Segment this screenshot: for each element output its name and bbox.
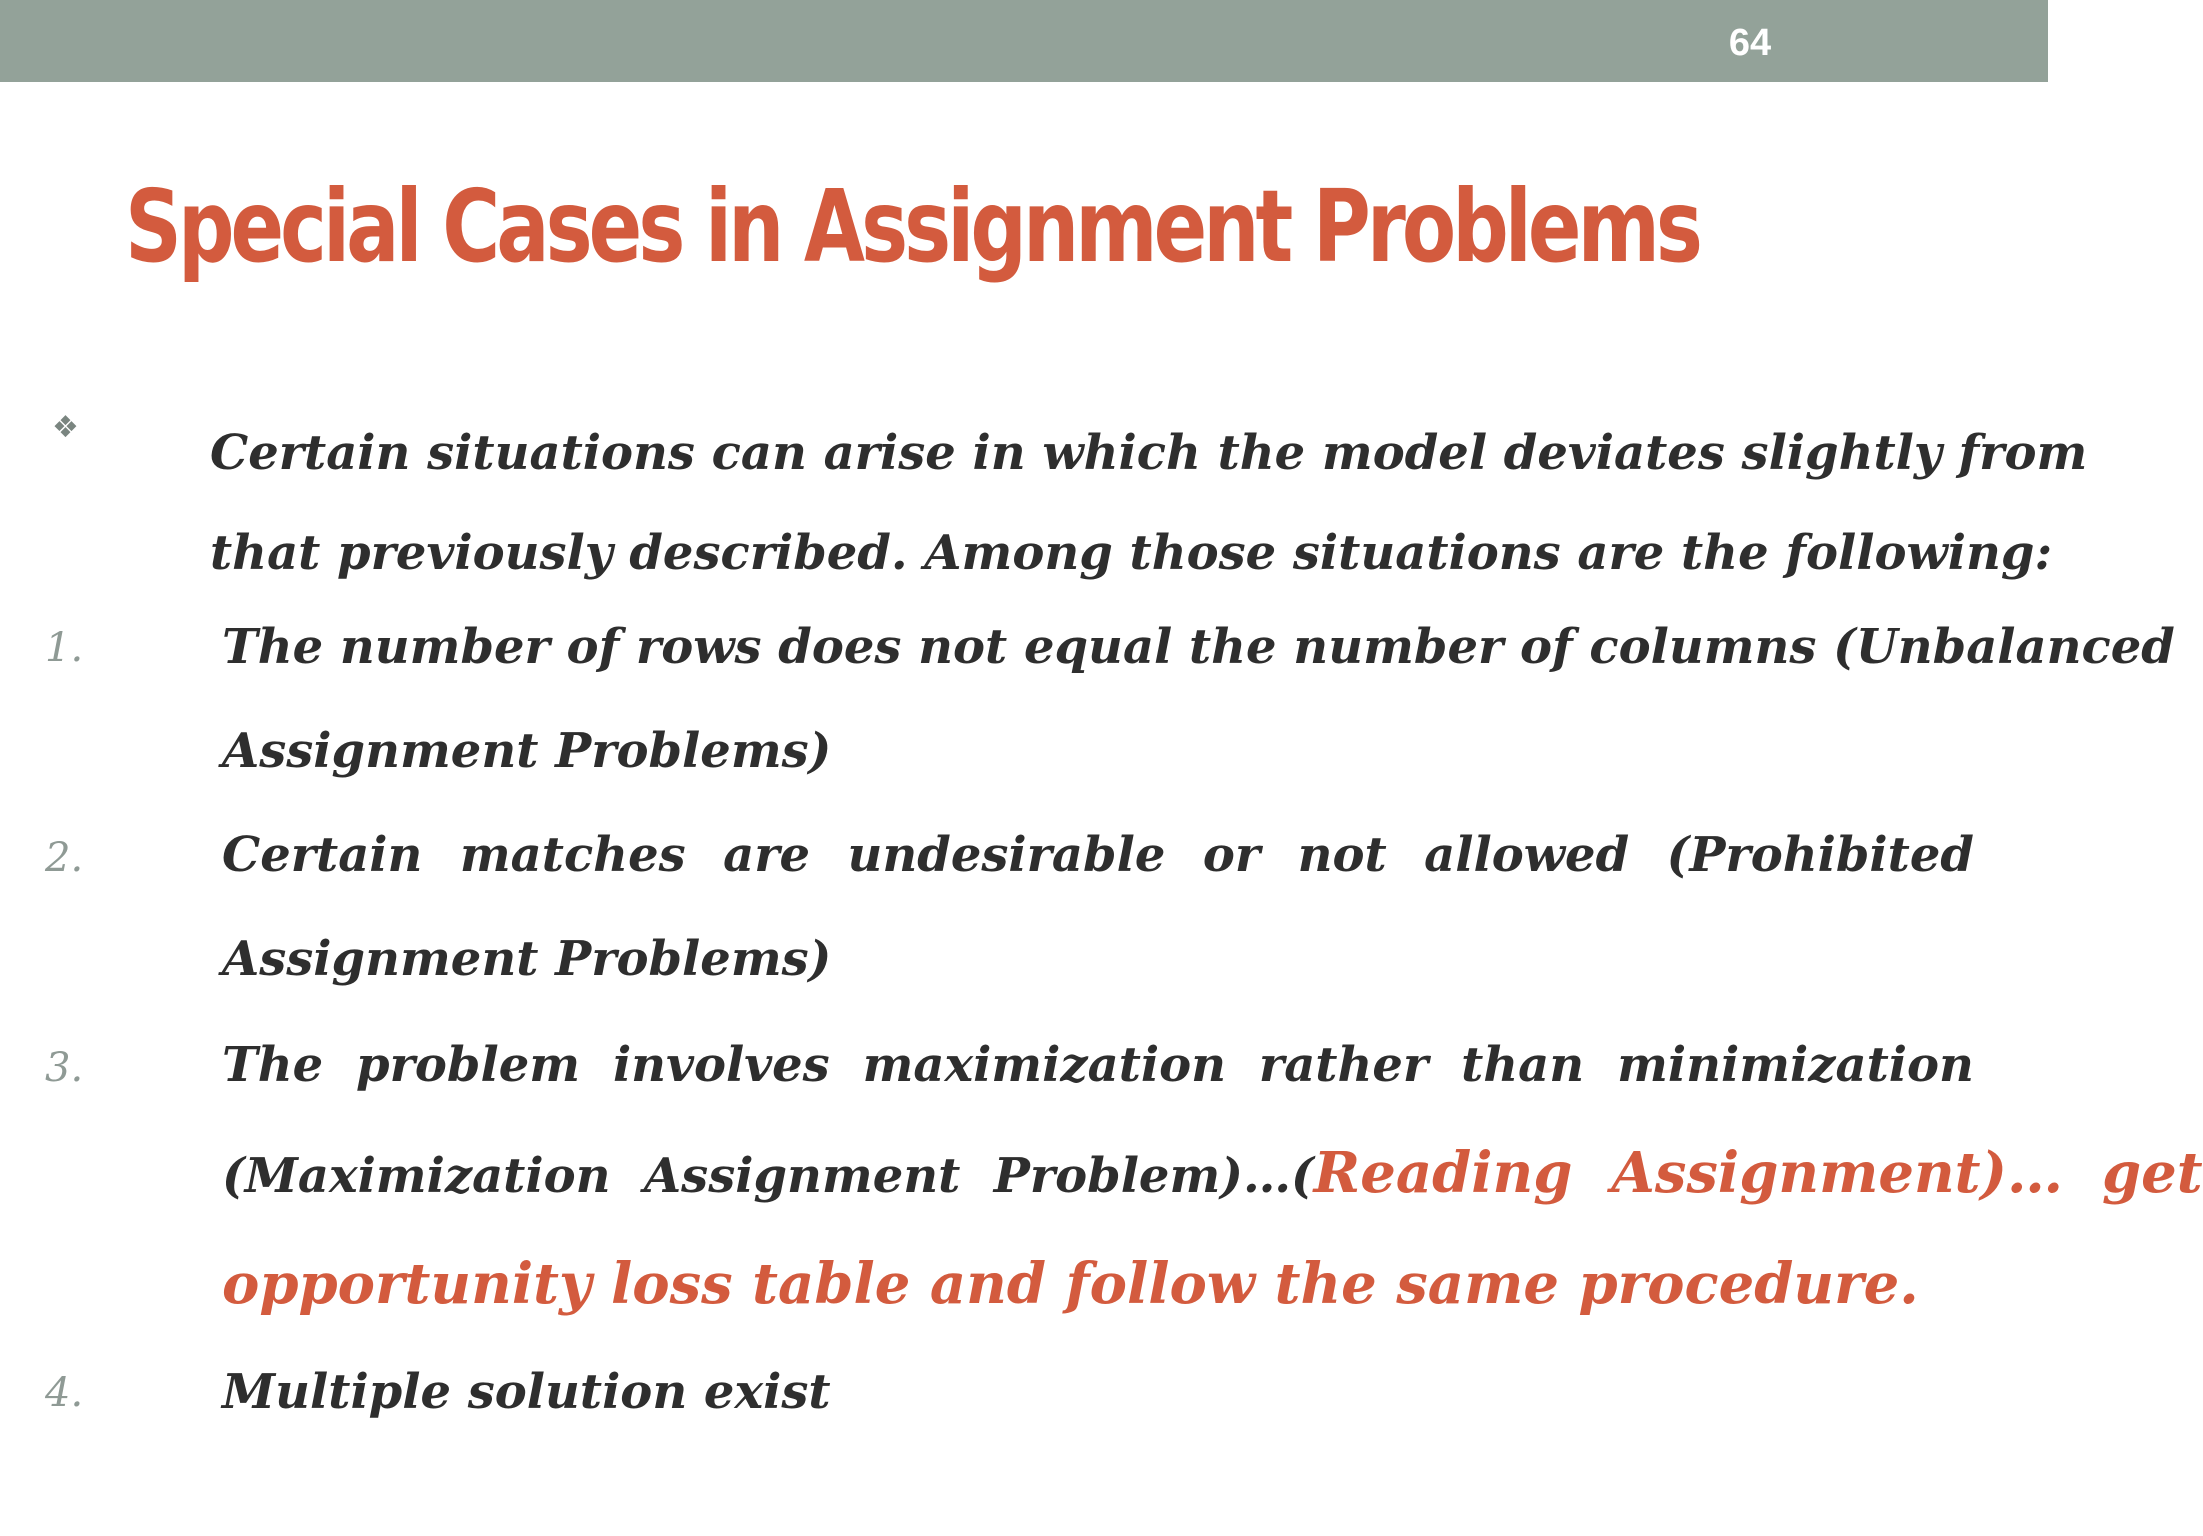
word: or [1202, 827, 1261, 883]
word: maximization [862, 1037, 1227, 1093]
intro-line-2: that previously described. Among those situations are the following: [210, 525, 2053, 581]
list-item-number-2: 2. [45, 835, 84, 881]
word: problem [356, 1037, 581, 1093]
diamond-cluster-icon: ❖ [52, 410, 79, 445]
reading-assignment-note: Reading Assignment)… get [1313, 1140, 2203, 1206]
list-item-number-3: 3. [45, 1045, 84, 1091]
slide-number: 64 [1728, 22, 1772, 64]
list-item-number-1: 1. [45, 625, 84, 671]
word: involves [612, 1037, 830, 1093]
slide-title: Special Cases in Assignment Problems [125, 168, 1700, 285]
list-item-3 [222, 1013, 2203, 1336]
intro-paragraph [210, 403, 2088, 603]
list-item-1-line-2: Assignment Problems) [222, 723, 832, 779]
list-item-3-line-3: opportunity loss table and follow the same procedure. [222, 1251, 1919, 1317]
list-item-2-line-2: Assignment Problems) [222, 931, 832, 987]
list-item-number-4: 4. [45, 1370, 84, 1416]
word: matches [459, 827, 686, 883]
word: undesirable [847, 827, 1166, 883]
list-item-3-line-2-part-1: (Maximization Assignment Problem)…( [222, 1148, 1314, 1204]
word: than [1461, 1037, 1585, 1093]
list-item-4-line-1: Multiple solution exist [222, 1364, 831, 1420]
word: Certain [222, 827, 423, 883]
list-item-2 [222, 803, 1974, 1011]
word: not [1297, 827, 1387, 883]
intro-line-1: Certain situations can arise in which the model deviates slightly from [210, 425, 2088, 481]
list-item-1 [222, 595, 2175, 803]
word: The [222, 1037, 324, 1093]
word: minimization [1617, 1037, 1974, 1093]
word: are [723, 827, 811, 883]
list-item-3-line-2 [222, 1117, 2203, 1232]
list-item-1-line-1: The number of rows does not equal the number of columns (Unbalanced [222, 619, 2175, 675]
word: (Prohibited [1666, 827, 1974, 883]
word: rather [1258, 1037, 1429, 1093]
word: allowed [1424, 827, 1630, 883]
list-item-4 [222, 1340, 1974, 1444]
list-item-3-line-1 [222, 1013, 1974, 1117]
list-item-2-line-1 [222, 803, 1974, 907]
